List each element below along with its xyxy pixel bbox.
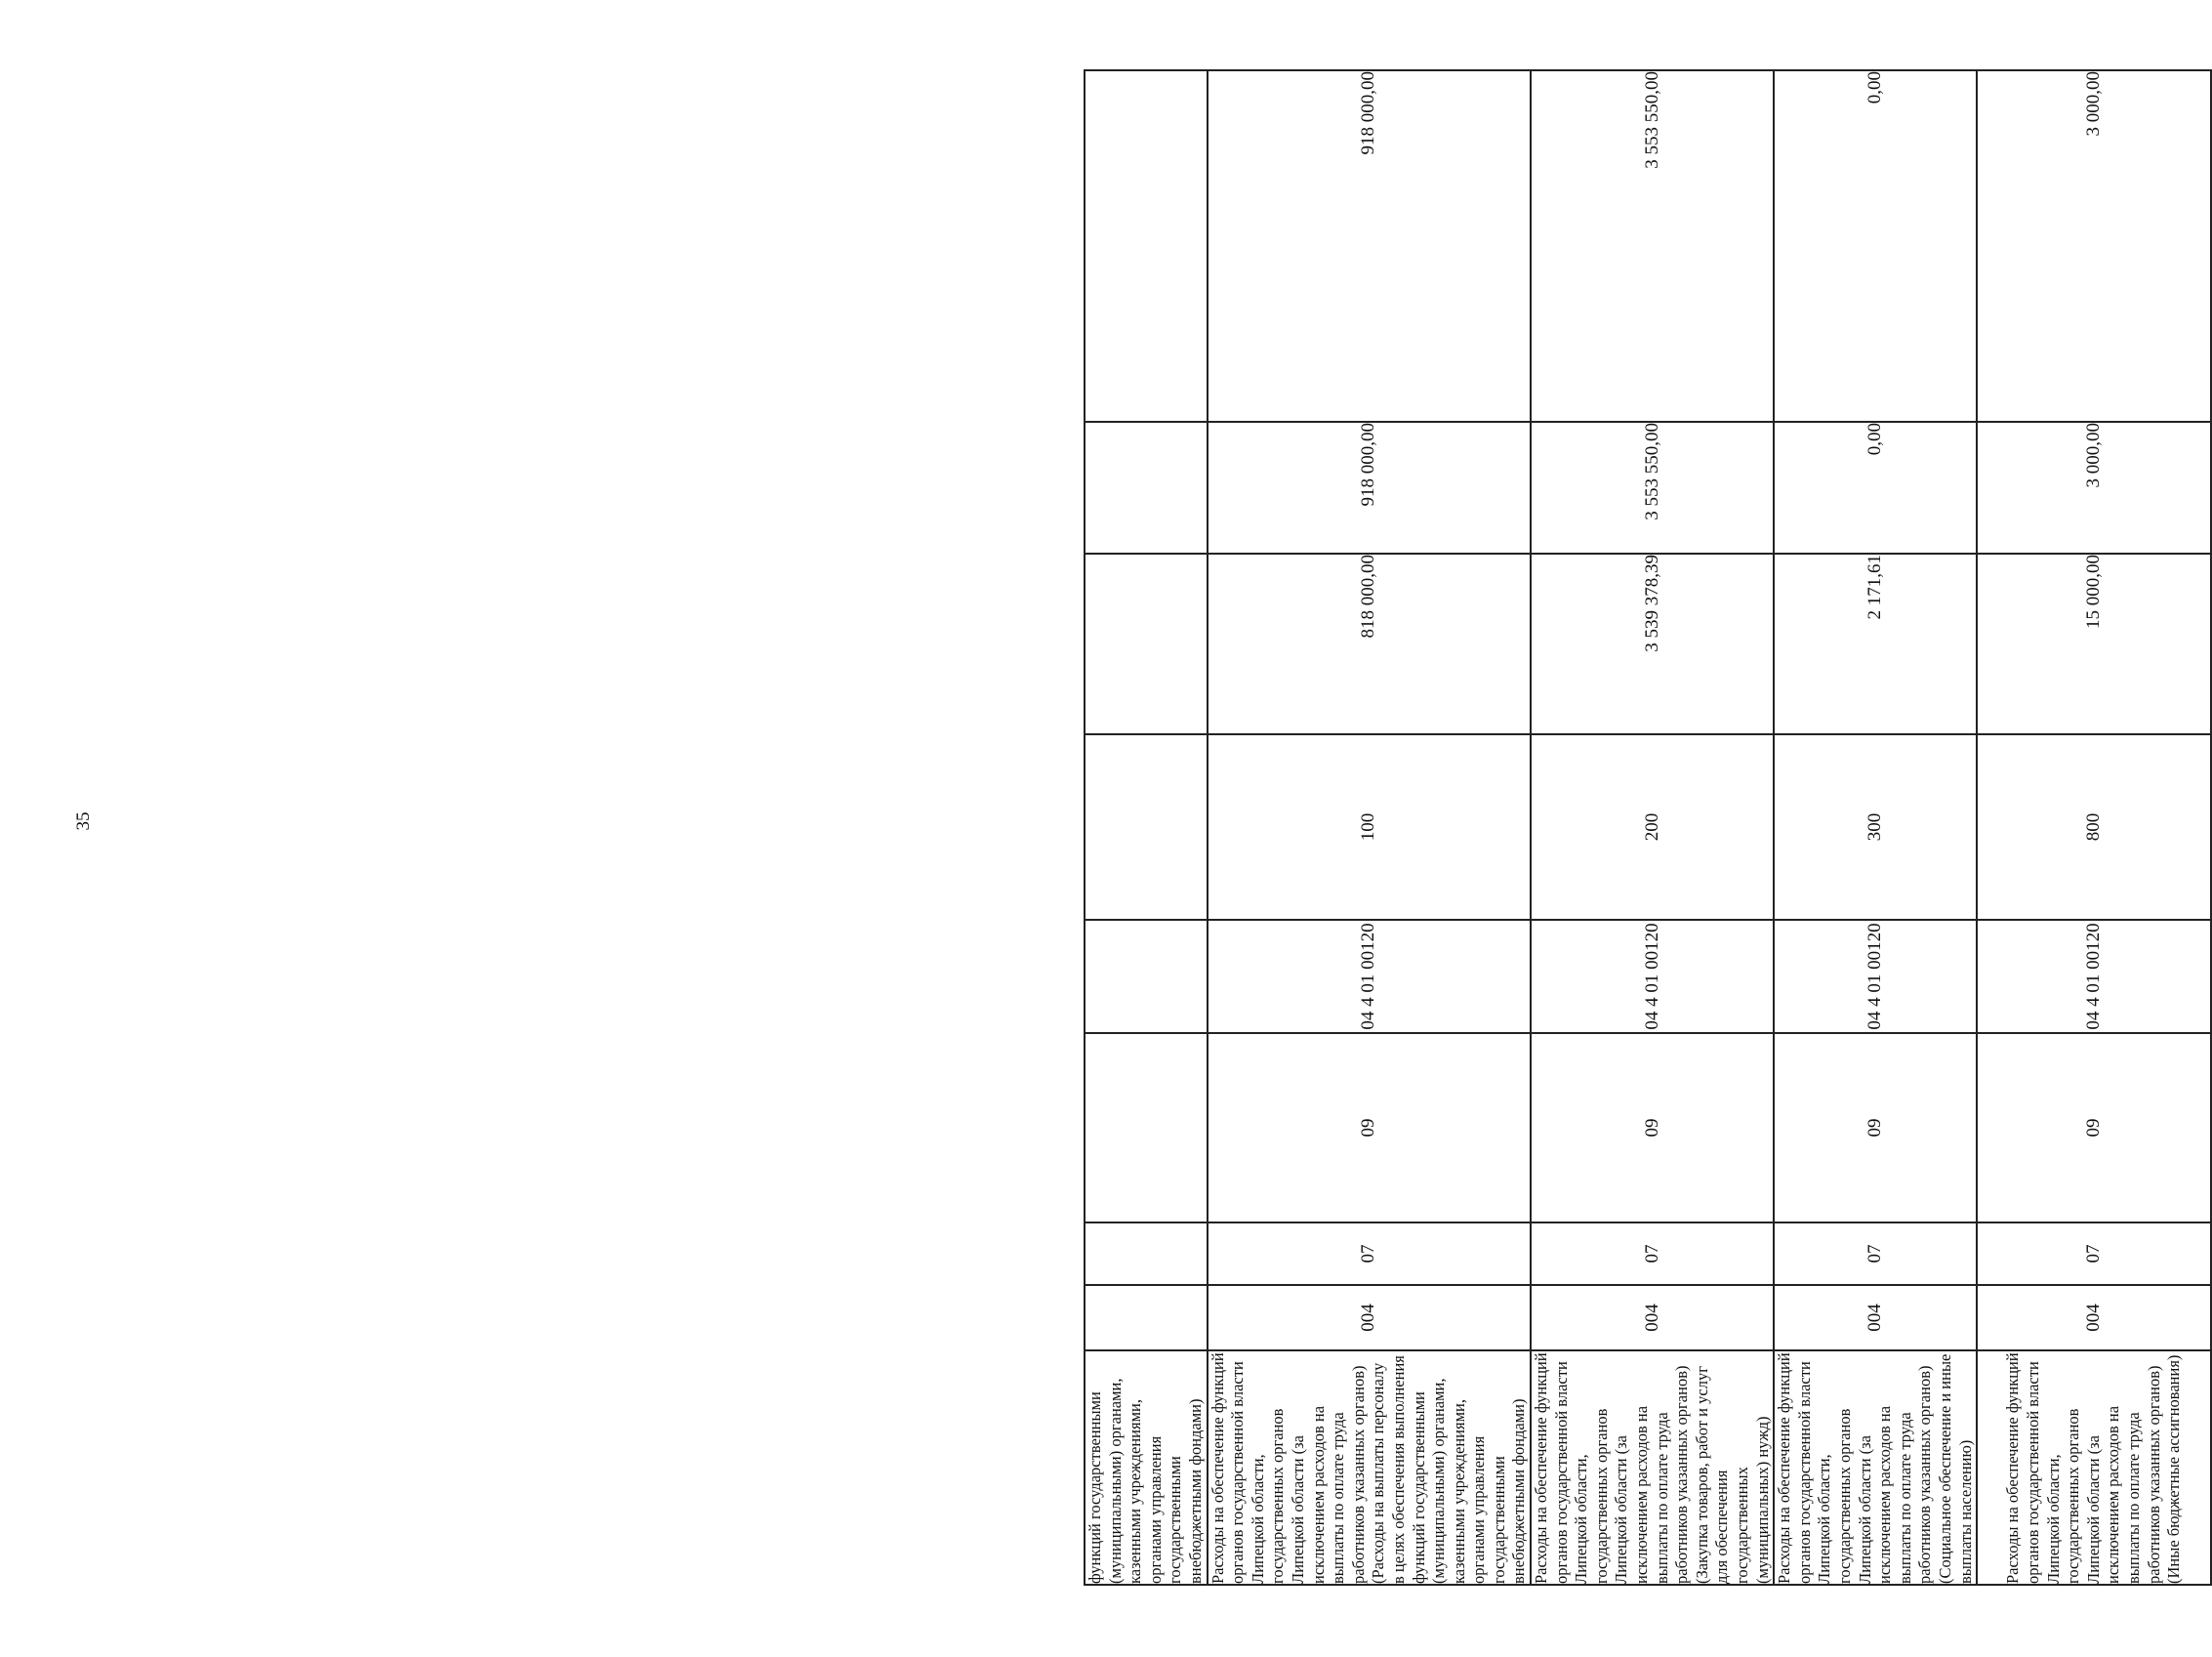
target-article-code: 04 4 01 00120 <box>1774 920 1977 1033</box>
amount-1 <box>1085 554 1208 734</box>
target-article-code: 04 4 01 00120 <box>1531 920 1774 1033</box>
amount-1: 15 000,00 <box>1977 554 2211 734</box>
section-code: 07 <box>1977 1222 2211 1285</box>
expense-type-code <box>1085 734 1208 920</box>
target-article-code: 04 4 01 00120 <box>1977 920 2211 1033</box>
subsection-code <box>1085 1033 1208 1222</box>
table-row <box>1774 70 1977 1585</box>
section-code: 07 <box>1208 1222 1532 1285</box>
section-code: 07 <box>1774 1222 1977 1285</box>
row-description: Расходы на обеспечение функций органов государственной власти Липецкой области, государственных органов Липецкой области (за исключением расходов на выплаты по оплате труда работников указанных органов) (Иные бюджетные ассигнования) <box>1977 1350 2211 1585</box>
amount-3: 3 553 550,00 <box>1531 70 1774 422</box>
page-number: 35 <box>73 811 94 831</box>
ministry-code <box>1085 1285 1208 1350</box>
amount-3: 918 000,00 <box>1208 70 1532 422</box>
expense-type-code: 800 <box>1977 734 2211 920</box>
amount-2 <box>1085 422 1208 554</box>
row-description: Расходы на обеспечение функций органов государственной власти Липецкой области, государственных органов Липецкой области (за исключением расходов на выплаты по оплате труда работников указанных органов) (Социальное обеспечение и иные выплаты населению) <box>1774 1350 1977 1585</box>
amount-2: 918 000,00 <box>1208 422 1532 554</box>
table-row <box>1977 70 2211 1585</box>
target-article-code: 04 4 01 00120 <box>1208 920 1532 1033</box>
expense-type-code: 100 <box>1208 734 1532 920</box>
section-code <box>1085 1222 1208 1285</box>
amount-1: 818 000,00 <box>1208 554 1532 734</box>
row-description: Расходы на обеспечение функций органов государственной власти Липецкой области, государственных органов Липецкой области (за исключением расходов на выплаты по оплате труда работников указанных органов) (Закупка товаров, работ и услуг для обеспечения государственных (муниципальных) нужд) <box>1531 1350 1774 1585</box>
subsection-code: 09 <box>1977 1033 2211 1222</box>
amount-3: 0,00 <box>1774 70 1977 422</box>
amount-1: 3 539 378,39 <box>1531 554 1774 734</box>
ministry-code: 004 <box>1531 1285 1774 1350</box>
amount-2: 3 000,00 <box>1977 422 2211 554</box>
amount-3 <box>1085 70 1208 422</box>
ministry-code: 004 <box>1977 1285 2211 1350</box>
amount-2: 3 553 550,00 <box>1531 422 1774 554</box>
row-description: функций государственными (муниципальными) органами, казенными учреждениями, органами управления государственными внебюджетными фондами) <box>1085 1350 1208 1585</box>
target-article-code <box>1085 920 1208 1033</box>
budget-table <box>1084 69 2212 1586</box>
expense-type-code: 200 <box>1531 734 1774 920</box>
rotated-table-container <box>1084 69 2184 1586</box>
amount-3: 3 000,00 <box>1977 70 2211 422</box>
table-row <box>1208 70 1532 1585</box>
row-description: Расходы на обеспечение функций органов государственной власти Липецкой области, государственных органов Липецкой области (за исключением расходов на выплаты по оплате труда работников указанных органов) (Расходы на выплаты персоналу в целях обеспечения выполнения функций государственными (муниципальными) органами, казенными учреждениями, органами управления государственными внебюджетными фондами) <box>1208 1350 1532 1585</box>
subsection-code: 09 <box>1208 1033 1532 1222</box>
table-row <box>1085 70 1208 1585</box>
ministry-code: 004 <box>1208 1285 1532 1350</box>
subsection-code: 09 <box>1774 1033 1977 1222</box>
amount-1: 2 171,61 <box>1774 554 1977 734</box>
section-code: 07 <box>1531 1222 1774 1285</box>
ministry-code: 004 <box>1774 1285 1977 1350</box>
expense-type-code: 300 <box>1774 734 1977 920</box>
subsection-code: 09 <box>1531 1033 1774 1222</box>
table-row <box>1531 70 1774 1585</box>
amount-2: 0,00 <box>1774 422 1977 554</box>
